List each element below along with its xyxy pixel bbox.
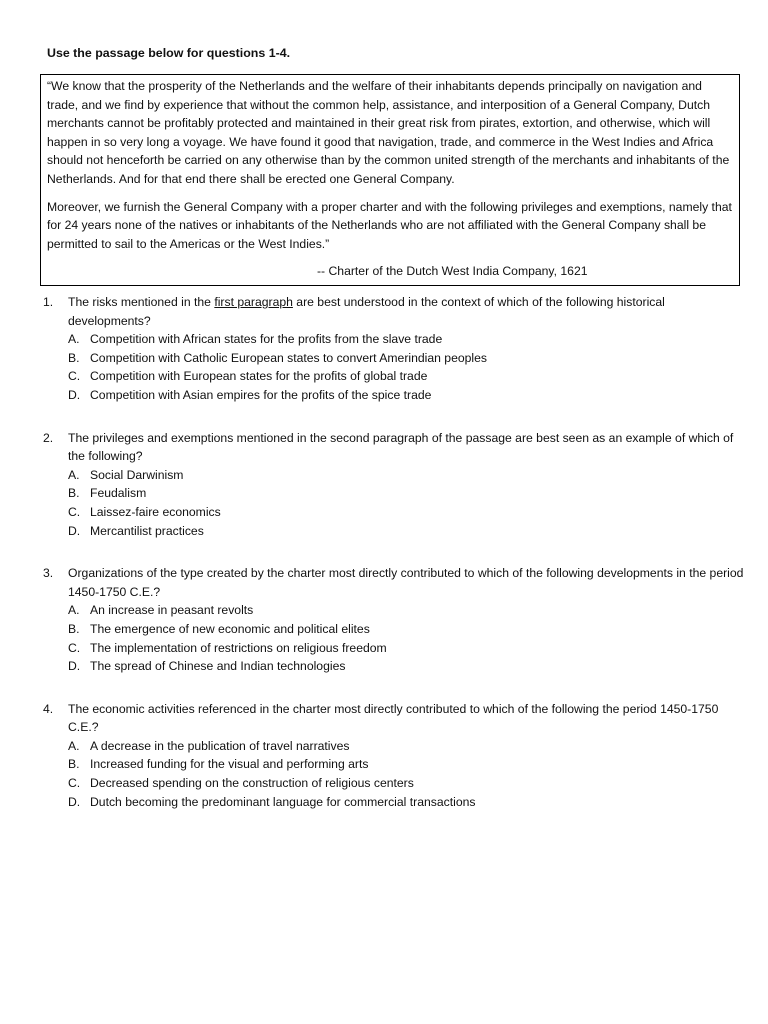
question-number: 1.	[43, 295, 54, 309]
answer-option-b[interactable]	[68, 484, 745, 503]
answer-option-b[interactable]	[68, 620, 745, 639]
option-letter: B.	[68, 757, 80, 772]
answer-option-c[interactable]	[68, 774, 745, 793]
question-stem: The economic activities referenced in the charter most directly contributed to which of the following the period 1450-1750 C.E.?	[68, 701, 719, 735]
option-text: Competition with African states for the profits from the slave trade	[90, 332, 443, 347]
question-list	[40, 293, 745, 835]
option-text: Decreased spending on the construction of religious centers	[90, 776, 414, 791]
option-letter: D.	[68, 794, 81, 809]
option-text: Mercantilist practices	[90, 523, 204, 538]
answer-option-b[interactable]	[68, 755, 745, 774]
question-4	[40, 700, 745, 812]
option-letter: C.	[68, 640, 81, 655]
answer-option-d[interactable]	[68, 657, 745, 676]
option-letter: B.	[68, 486, 80, 501]
answer-option-a[interactable]	[68, 601, 745, 620]
answer-option-d[interactable]	[68, 522, 745, 541]
question-number: 4.	[43, 701, 54, 716]
option-letter: B.	[68, 621, 80, 636]
answer-option-a[interactable]	[68, 737, 745, 756]
option-letter: A.	[68, 603, 80, 618]
option-text: Competition with Catholic European states to convert Amerindian peoples	[90, 350, 487, 365]
question-stem: The privileges and exemptions mentioned in the second paragraph of the passage are best seen as an example of which of the following?	[68, 430, 734, 464]
question-stem-part: are best understood in the context of which of the following historical developments?	[68, 295, 665, 328]
answer-option-c[interactable]	[68, 639, 745, 658]
answer-option-c[interactable]	[68, 367, 745, 386]
option-text: The emergence of new economic and political elites	[90, 621, 370, 636]
question-stem-underlined: first paragraph	[214, 295, 293, 309]
option-text: Feudalism	[90, 486, 147, 501]
option-letter: A.	[68, 738, 80, 753]
answer-option-b[interactable]	[68, 349, 745, 368]
question-number: 2.	[43, 430, 54, 445]
answer-option-a[interactable]	[68, 466, 745, 485]
option-text: A decrease in the publication of travel narratives	[90, 738, 350, 753]
answer-option-d[interactable]	[68, 386, 745, 405]
option-letter: C.	[68, 504, 81, 519]
question-3	[40, 564, 745, 676]
question-stem: Organizations of the type created by the charter most directly contributed to which of the following developments in the period 1450-1750 C.E.?	[68, 566, 744, 599]
answer-options	[68, 330, 745, 404]
option-letter: A.	[68, 467, 80, 482]
option-letter: D.	[68, 659, 81, 674]
option-text: Dutch becoming the predominant language for commercial transactions	[90, 794, 476, 809]
option-letter: D.	[68, 523, 81, 538]
question-stem-part: The risks mentioned in the	[68, 295, 215, 309]
answer-options	[68, 466, 745, 540]
option-text: Increased funding for the visual and performing arts	[90, 757, 369, 772]
option-text: Social Darwinism	[90, 467, 184, 482]
option-text: Competition with Asian empires for the profits of the spice trade	[90, 387, 432, 402]
option-letter: A.	[68, 332, 80, 347]
option-letter: B.	[68, 350, 80, 365]
answer-option-d[interactable]	[68, 793, 745, 812]
answer-option-a[interactable]	[68, 330, 745, 349]
option-text: Competition with European states for the profits of global trade	[90, 369, 428, 384]
instructions-heading: Use the passage below for questions 1-4.	[47, 46, 291, 60]
option-letter: C.	[68, 369, 81, 384]
answer-options	[68, 737, 745, 811]
option-letter: C.	[68, 776, 81, 791]
passage-box	[40, 74, 740, 286]
passage-paragraph-1: “We know that the prosperity of the Netherlands and the welfare of their inhabitants depends principally on navigation and trade, and we find by experience that without the common help, assistance, and interposition of a General Company, Dutch merchants cannot be profitably protected and maintained in their great risk from pirates, extortion, and otherwise, which will happen in so very long a voyage. We have found it good that navigation, trade, and commerce in the West Indies and Africa should not henceforth be carried on any otherwise than by the common united strength of the merchants and inhabitants of the Netherlands. And for that end there shall be erected one General Company.	[47, 79, 730, 186]
passage-paragraph-2: Moreover, we furnish the General Company with a proper charter and with the following privileges and exemptions, namely that for 24 years none of the natives or inhabitants of the Netherlands who are not affiliated with the General Company shall be permitted to sail to the Americas or the West Indies.”	[47, 199, 732, 251]
question-number: 3.	[43, 566, 54, 581]
option-text: The spread of Chinese and Indian technologies	[90, 659, 346, 674]
option-text: Laissez-faire economics	[90, 504, 221, 519]
option-letter: D.	[68, 387, 81, 402]
answer-option-c[interactable]	[68, 503, 745, 522]
question-2	[40, 429, 745, 541]
answer-options	[68, 601, 745, 675]
question-stem	[68, 293, 745, 330]
passage-attribution: -- Charter of the Dutch West India Company, 1621	[317, 264, 588, 279]
option-text: An increase in peasant revolts	[90, 603, 254, 618]
question-1	[40, 293, 745, 405]
option-text: The implementation of restrictions on religious freedom	[90, 640, 387, 655]
